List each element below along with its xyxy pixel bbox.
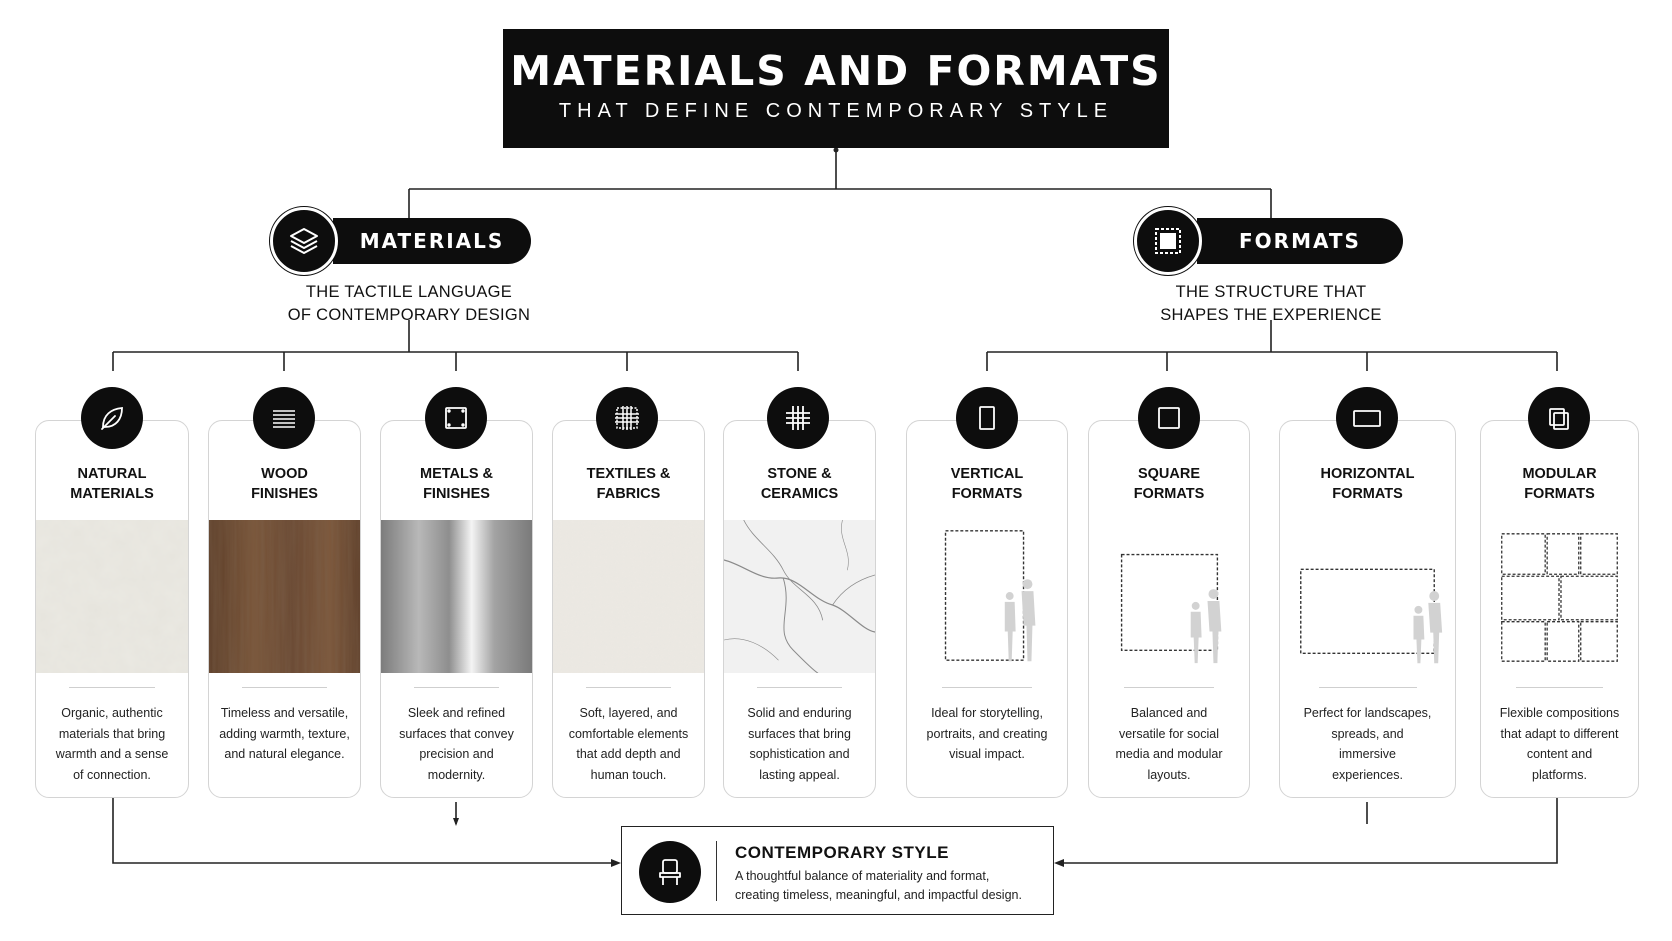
marble-texture-image [724,520,875,673]
modular-frame-icon [1528,387,1590,449]
card-title-line1: METALS & [419,466,494,482]
desc-line: Soft, layered, and [579,706,678,720]
desc-line: content and [1526,747,1593,761]
card-separator [586,687,671,688]
card-title [724,464,875,504]
card-title [381,464,532,504]
card-separator [1124,687,1214,688]
card-title-line1: NATURAL [77,466,147,482]
card-description [1099,703,1239,785]
card-separator [757,687,842,688]
card-separator [242,687,327,688]
page-title: MATERIALS AND FORMATS [510,47,1162,95]
desc-line: immersive [1339,747,1396,761]
desc-line: that add depth and [576,747,681,761]
card-description [46,703,178,785]
desc-line: that adapt to different [1500,726,1619,741]
material-card-wood [208,420,361,798]
card-title-line1: VERTICAL [950,466,1024,482]
card-title-line2: CERAMICS [760,486,839,502]
horizontal-format-illustration [1280,520,1455,673]
leaf-icon [81,387,143,449]
desc-line: modernity. [427,767,486,782]
fabric-grid-icon [596,387,658,449]
fabric-texture-image [553,520,704,673]
desc-line: platforms. [1532,767,1587,782]
conclusion-desc-line2: creating timeless, meaningful, and impactful design. [735,888,1022,902]
card-title [1280,464,1455,504]
desc-line: human touch. [590,767,667,782]
materials-section-label [333,218,531,264]
desc-line: sophistication and [749,747,850,761]
card-title [553,464,704,504]
desc-line: media and modular [1115,747,1223,761]
format-card-vertical [906,420,1068,798]
card-separator [1516,687,1604,688]
frame-icon [1134,207,1202,275]
desc-line: experiences. [1332,767,1403,782]
card-title [907,464,1067,504]
format-card-horizontal [1279,420,1456,798]
formats-section-label [1197,218,1403,264]
conclusion-description [735,867,1022,905]
card-title-line1: STONE & [767,466,832,482]
desc-line: layouts. [1147,767,1191,782]
contemporary-style-box [621,826,1054,915]
formats-section-subtitle [1111,281,1431,327]
desc-line: Perfect for landscapes, [1303,706,1432,720]
card-title-line2: FABRICS [596,486,661,502]
desc-line: comfortable elements [568,726,689,741]
card-separator [942,687,1032,688]
conclusion-desc-line1: A thoughtful balance of materiality and format, [735,869,990,883]
materials-subtitle-line1: THE TACTILE LANGUAGE [305,283,513,301]
formats-subtitle-line1: THE STRUCTURE THAT [1175,283,1367,301]
divider [716,841,717,901]
materials-label-text: MATERIALS [359,229,505,253]
card-description [563,703,694,785]
card-separator [414,687,499,688]
tile-grid-icon [767,387,829,449]
card-title [209,464,360,504]
format-card-square [1088,420,1250,798]
card-title-line2: MATERIALS [70,486,154,502]
card-title-line1: MODULAR [1522,466,1597,482]
desc-line: Timeless and versatile, [220,706,349,720]
desc-line: of connection. [73,767,151,782]
desc-line: visual impact. [949,747,1025,761]
conclusion-title: CONTEMPORARY STYLE [735,843,949,862]
metal-square-icon [425,387,487,449]
card-title [36,464,188,504]
desc-line: portraits, and creating [926,726,1048,741]
materials-section-subtitle [249,281,569,327]
vertical-format-illustration [907,520,1067,673]
vertical-frame-icon [956,387,1018,449]
desc-line: spreads, and [1331,726,1404,741]
formats-label-text: FORMATS [1239,229,1361,253]
wood-texture-image [209,520,360,673]
card-title-line2: FORMATS [951,486,1023,502]
horizontal-frame-icon [1336,387,1398,449]
card-description [734,703,865,785]
square-frame-icon [1138,387,1200,449]
desc-line: materials that bring [58,726,166,741]
page-title-box [503,29,1169,148]
material-card-natural [35,420,189,798]
card-title-line2: FORMATS [1133,486,1205,502]
material-card-metals [380,420,533,798]
desc-line: Solid and enduring [747,706,852,720]
desc-line: warmth and a sense [55,747,169,761]
card-title-line1: WOOD [261,466,308,482]
natural-texture-image [36,520,188,673]
card-title-line1: SQUARE [1137,466,1201,482]
desc-line: Balanced and [1130,706,1208,720]
desc-line: Organic, authentic [61,706,163,720]
card-separator [69,687,154,688]
format-card-modular [1480,420,1639,798]
card-description [219,703,350,765]
metal-texture-image [381,520,532,673]
card-title-line1: TEXTILES & [586,466,671,482]
desc-line: surfaces that bring [748,726,851,741]
wood-grain-icon [253,387,315,449]
materials-subtitle-line2: OF CONTEMPORARY DESIGN [287,306,531,324]
desc-line: and natural elegance. [224,747,345,761]
card-description [917,703,1057,765]
card-separator [1319,687,1417,688]
card-title-line2: FINISHES [251,486,318,502]
desc-line: Sleek and refined [407,706,506,720]
desc-line: versatile for social [1118,726,1220,741]
desc-line: surfaces that convey [399,726,514,741]
chair-icon [639,841,701,903]
card-title-line2: FINISHES [423,486,490,502]
card-title [1089,464,1249,504]
card-description [1491,703,1628,785]
layers-icon [270,207,338,275]
card-title-line2: FORMATS [1332,486,1403,502]
desc-line: Ideal for storytelling, [931,706,1043,720]
desc-line: precision and [419,747,494,761]
page-subtitle: THAT DEFINE CONTEMPORARY STYLE [558,100,1114,122]
formats-subtitle-line2: SHAPES THE EXPERIENCE [1160,306,1382,324]
desc-line: Flexible compositions [1499,706,1620,720]
desc-line: adding warmth, texture, [219,726,350,741]
card-title-line1: HORIZONTAL [1320,466,1415,482]
desc-line: lasting appeal. [759,767,840,782]
material-card-stone [723,420,876,798]
card-description [1290,703,1445,785]
card-description [391,703,522,785]
modular-format-illustration [1481,520,1638,673]
card-title-line2: FORMATS [1524,486,1595,502]
card-title [1481,464,1638,504]
square-format-illustration [1089,520,1249,673]
material-card-textiles [552,420,705,798]
